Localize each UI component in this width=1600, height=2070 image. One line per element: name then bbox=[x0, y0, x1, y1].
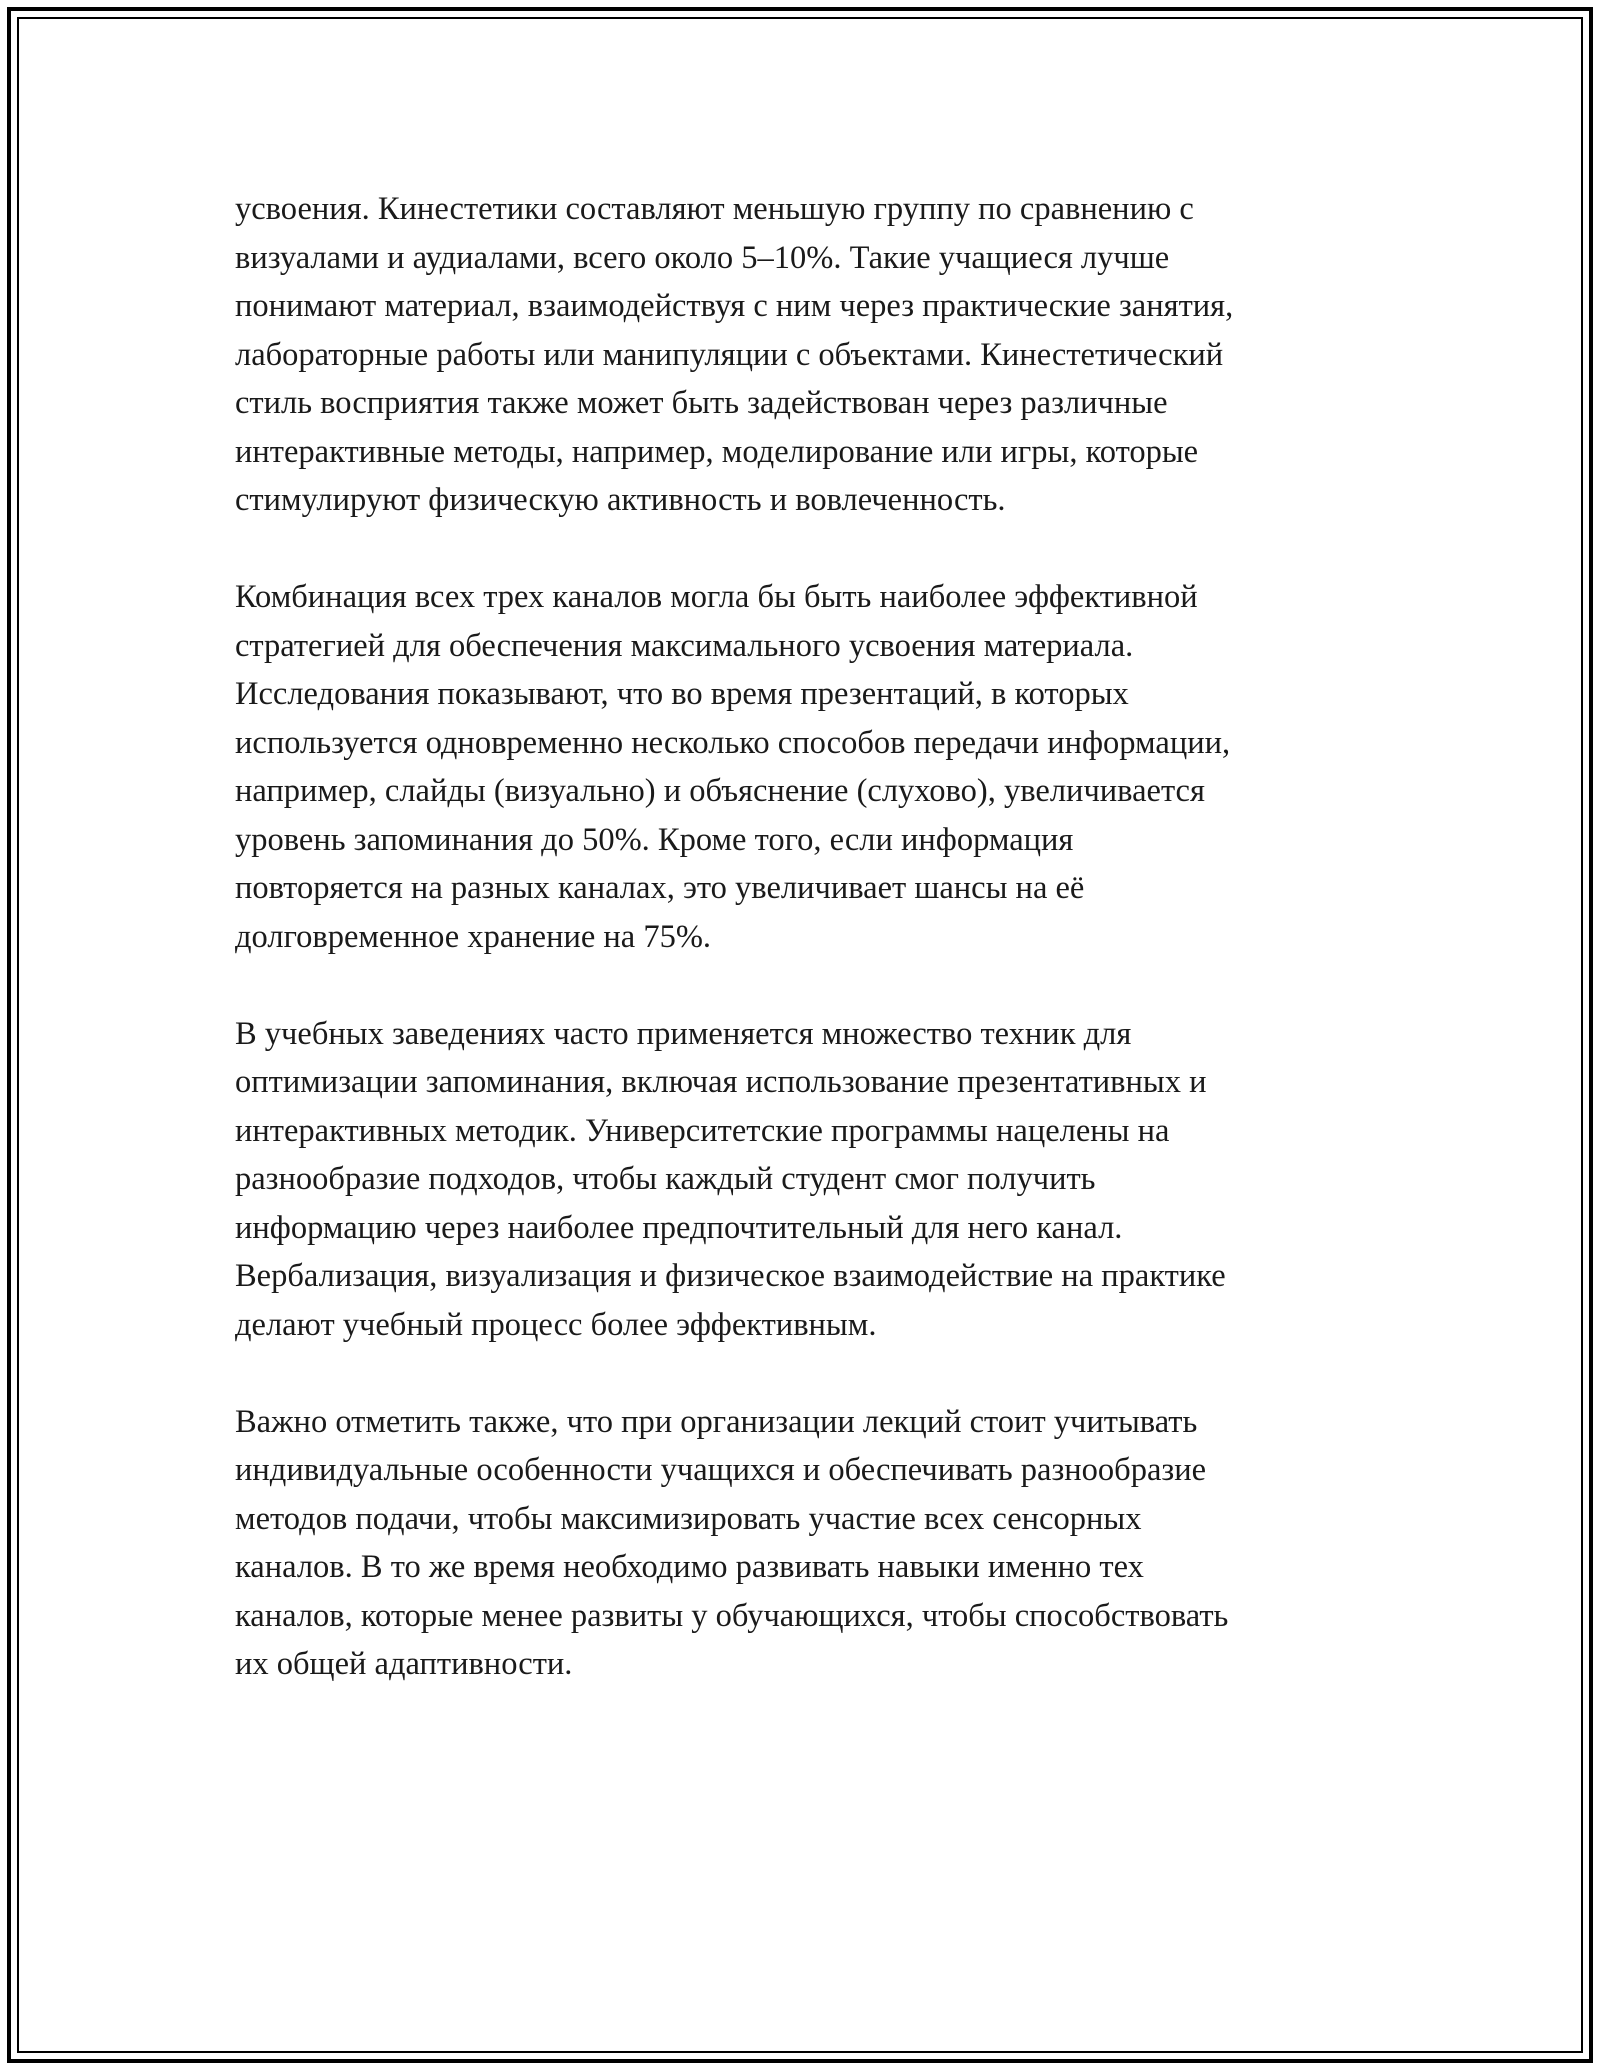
text-line: например, слайды (визуально) и объяснение (слухово), увеличивается bbox=[235, 773, 1205, 809]
document-body bbox=[235, 185, 1395, 1737]
text-line: каналов, которые менее развиты у обучающихся, чтобы способствовать bbox=[235, 1597, 1229, 1634]
text-line: стиль восприятия также может быть задействован через различные bbox=[235, 385, 1168, 421]
text-line: визуалами и аудиалами, всего около 5–10%. Такие учащиеся лучше bbox=[235, 239, 1170, 276]
text-line: стимулируют физическую активность и вовлеченность. bbox=[235, 482, 1006, 518]
paragraph-kinesthetics bbox=[235, 185, 1395, 525]
paragraph-lecture-organization bbox=[235, 1398, 1395, 1689]
text-line: понимают материал, взаимодействуя с ним через практические занятия, bbox=[235, 288, 1234, 324]
text-line: уровень запоминания до 50%. Кроме того, если информация bbox=[235, 821, 1074, 858]
text-line: используется одновременно несколько способов передачи информации, bbox=[235, 724, 1231, 761]
paragraph-educational-institutions bbox=[235, 1010, 1395, 1350]
paragraph-channel-combination bbox=[235, 573, 1395, 961]
text-line: Вербализация, визуализация и физическое взаимодействие на практике bbox=[235, 1258, 1226, 1294]
text-line: стратегией для обеспечения максимального усвоения материала. bbox=[235, 627, 1134, 664]
text-line: разнообразие подходов, чтобы каждый студент смог получить bbox=[235, 1161, 1096, 1197]
text-line: оптимизации запоминания, включая использование презентативных и bbox=[235, 1064, 1207, 1100]
text-line: интерактивные методы, например, моделирование или игры, которые bbox=[235, 433, 1199, 470]
text-line: лабораторные работы или манипуляции с объектами. Кинестетический bbox=[235, 336, 1224, 373]
text-line: интерактивных методик. Университетские программы нацелены на bbox=[235, 1112, 1170, 1149]
text-line: Исследования показывают, что во время презентаций, в которых bbox=[235, 676, 1129, 712]
text-line: информацию через наиболее предпочтительный для него канал. bbox=[235, 1209, 1123, 1246]
text-line: индивидуальные особенности учащихся и обеспечивать разнообразие bbox=[235, 1452, 1207, 1488]
text-line: усвоения. Кинестетики составляют меньшую группу по сравнению с bbox=[235, 191, 1194, 227]
text-line: их общей адаптивности. bbox=[235, 1646, 573, 1682]
text-line: В учебных заведениях часто применяется множество техник для bbox=[235, 1015, 1132, 1052]
text-line: Комбинация всех трех каналов могла бы быть наиболее эффективной bbox=[235, 579, 1198, 615]
text-line: делают учебный процесс более эффективным. bbox=[235, 1306, 877, 1343]
text-line: методов подачи, чтобы максимизировать участие всех сенсорных bbox=[235, 1500, 1142, 1537]
text-line: каналов. В то же время необходимо развивать навыки именно тех bbox=[235, 1549, 1144, 1585]
text-line: повторяется на разных каналах, это увеличивает шансы на её bbox=[235, 870, 1085, 906]
text-line: долговременное хранение на 75%. bbox=[235, 918, 712, 955]
text-line: Важно отметить также, что при организации лекций стоит учитывать bbox=[235, 1403, 1198, 1440]
